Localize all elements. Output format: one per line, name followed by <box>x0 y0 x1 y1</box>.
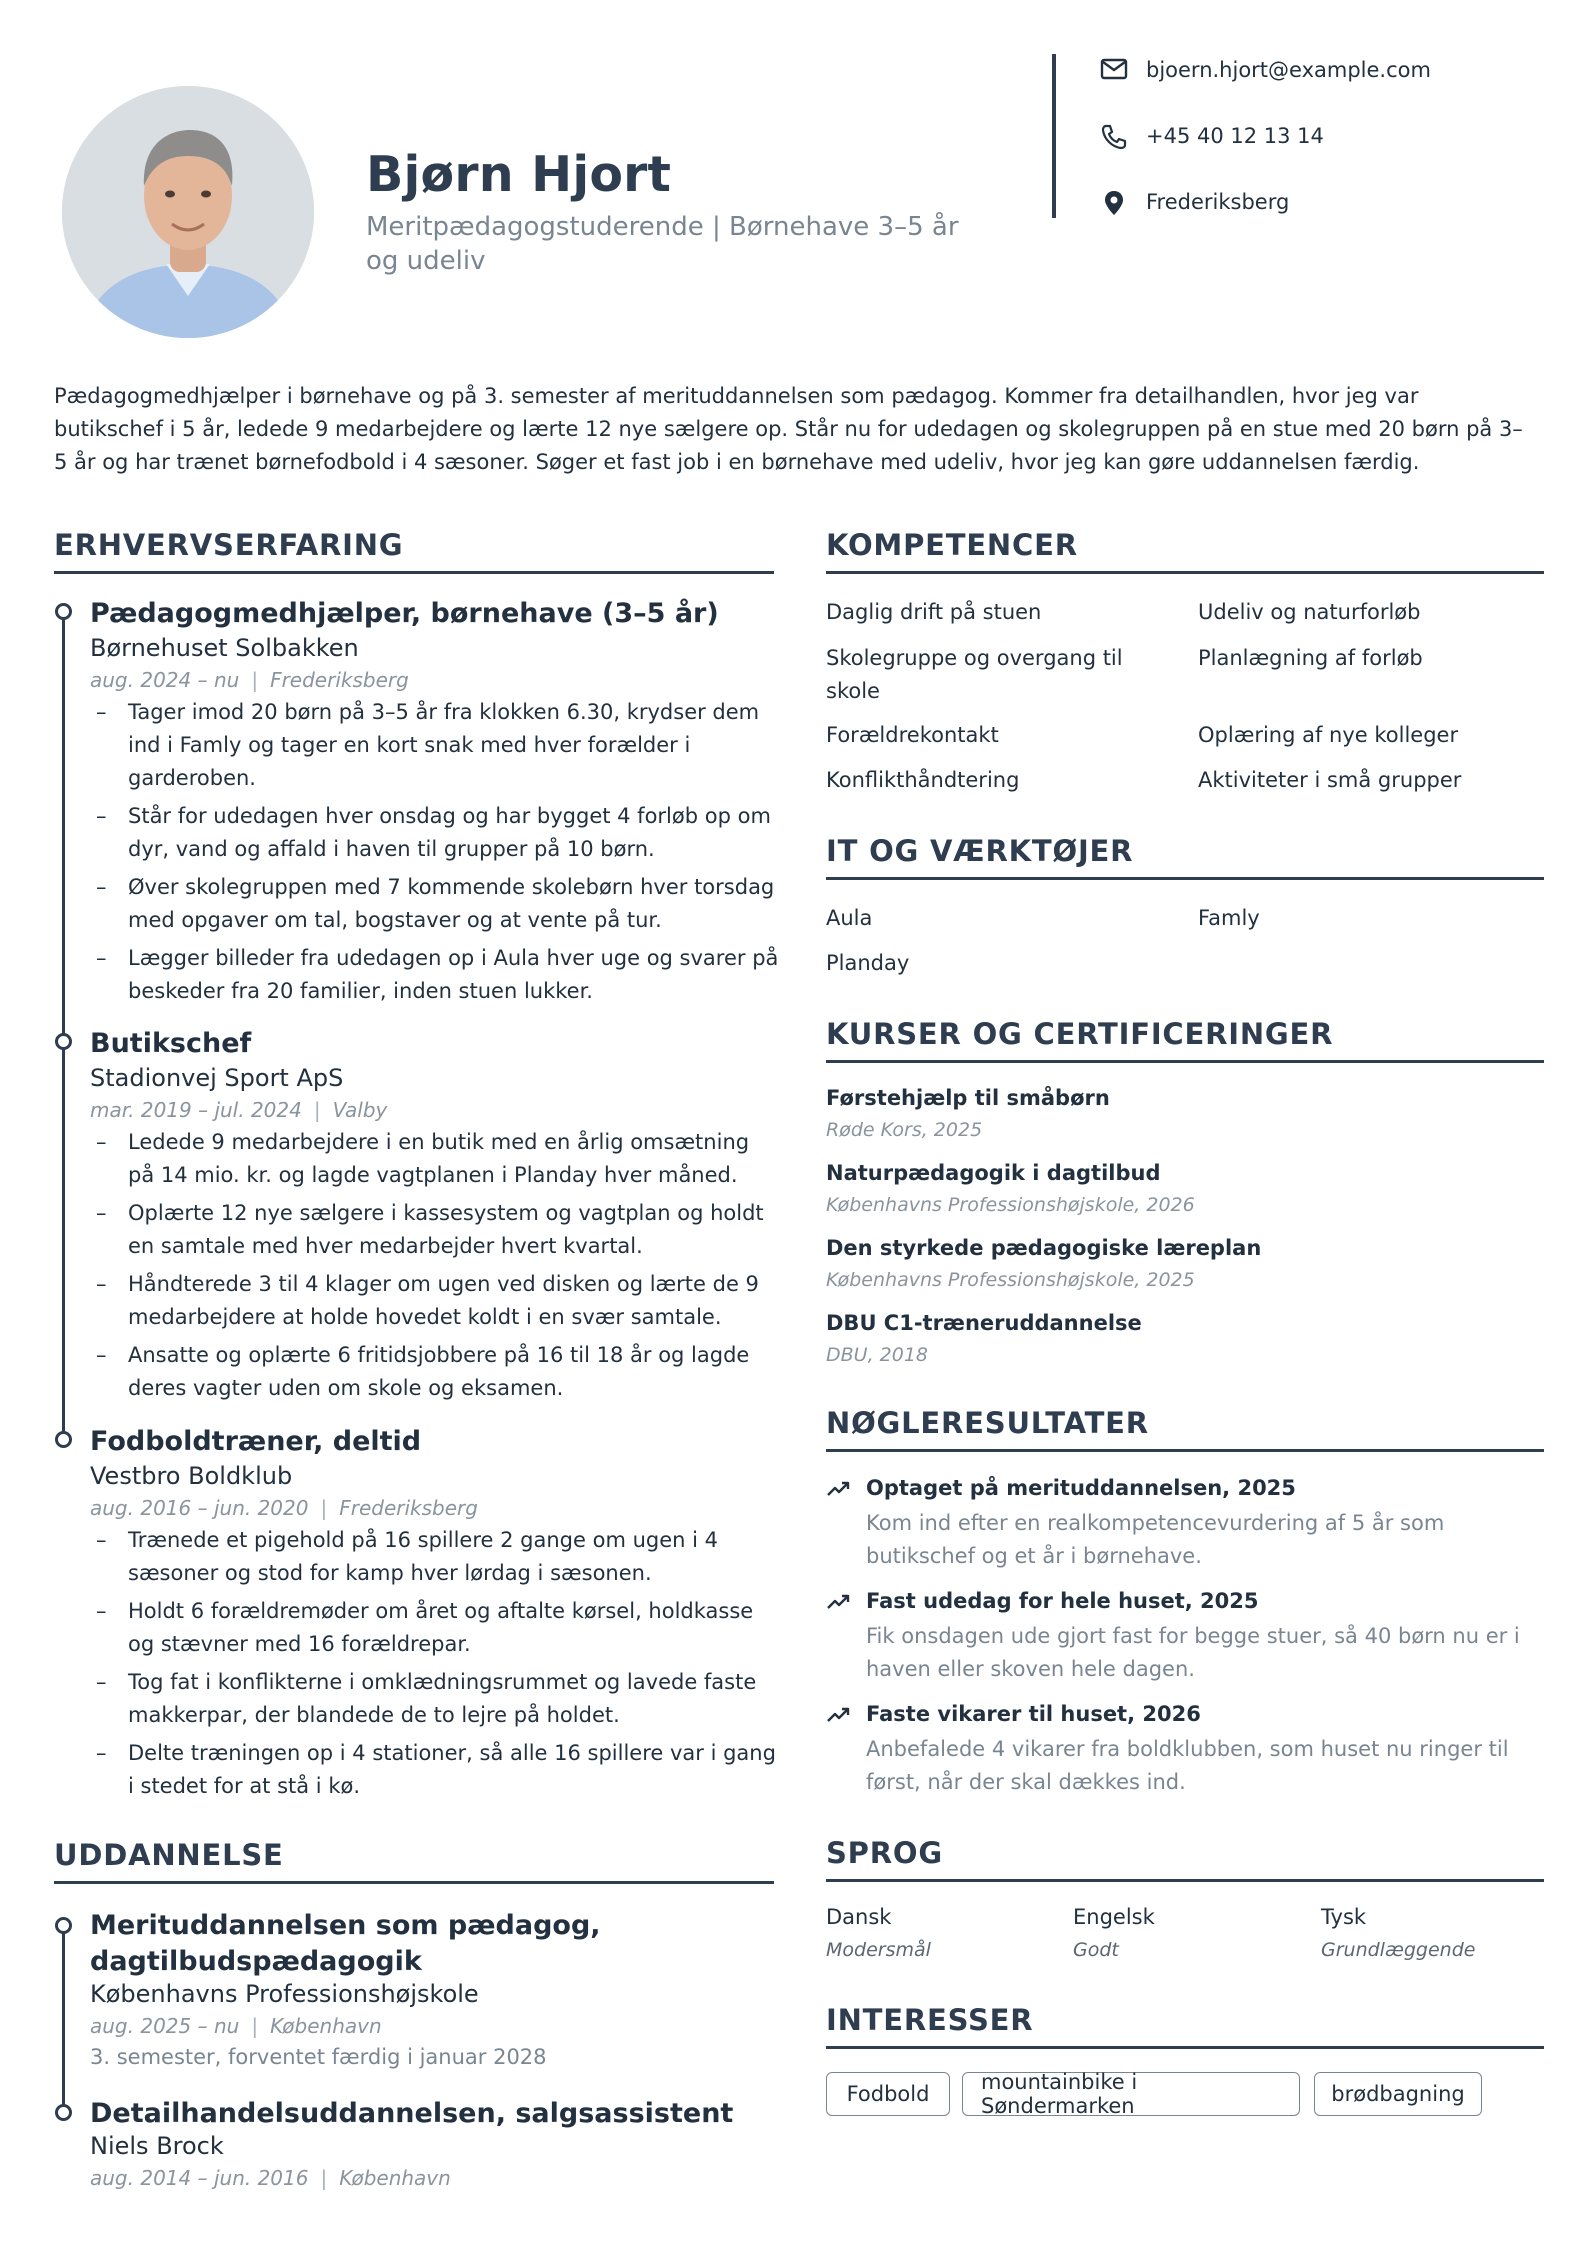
tool-item: Planday <box>826 951 910 975</box>
interest-tag: mountainbike i Søndermarken <box>962 2072 1300 2116</box>
list-item: – Tog fat i konflikterne i omklædningsrummet og lavede faste makkerpar, der blandede de to lejre på holdet. <box>90 1666 780 1732</box>
job-bullets <box>90 696 780 1013</box>
course-name: Den styrkede pædagogiske læreplan <box>826 1236 1262 1260</box>
education-meta: aug. 2014 – jun. 2016 | København <box>90 2166 451 2190</box>
course-name: Førstehjælp til småbørn <box>826 1086 1110 1110</box>
result-title: Optaget på merituddannelsen, 2025 <box>866 1476 1296 1500</box>
language-level: Grundlæggende <box>1321 1939 1476 1961</box>
section-title-experience: ERHVERVSERFARING <box>54 528 404 562</box>
competency-item: Skolegruppe og overgang til skole <box>826 646 1123 703</box>
section-title-languages: SPROG <box>826 1836 943 1870</box>
job-dates: aug. 2024 – nu <box>90 668 240 692</box>
competency-item: Planlægning af forløb <box>1198 646 1423 670</box>
trending-up-icon <box>826 1593 852 1611</box>
competency-item: Aktiviteter i små grupper <box>1198 768 1462 792</box>
job-employer: Vestbro Boldklub <box>90 1462 293 1490</box>
job-title: Fodboldtræner, deltid <box>90 1426 422 1457</box>
timeline-dot <box>55 603 72 620</box>
education-note: 3. semester, forventet færdig i januar 2028 <box>90 2045 547 2069</box>
contact-email[interactable] <box>1100 54 1431 86</box>
job-meta: aug. 2024 – nu | Frederiksberg <box>90 668 409 692</box>
candidate-headline: Meritpædagogstuderende | Børnehave 3–5 år og udeliv <box>366 212 959 276</box>
section-title-courses: KURSER OG CERTIFICERINGER <box>826 1017 1334 1051</box>
list-item: – Tager imod 20 børn på 3–5 år fra klokken 6.30, krydser dem ind i Famly og tager en kort snak med hver forælder i garderoben. <box>90 696 780 795</box>
language-level: Godt <box>1073 1939 1119 1961</box>
timeline-dot <box>55 1917 72 1934</box>
competency-item: Forældrekontakt <box>826 723 999 747</box>
candidate-name: Bjørn Hjort <box>366 146 672 203</box>
section-title-education: UDDANNELSE <box>54 1838 284 1872</box>
competency-item: Daglig drift på stuen <box>826 600 1042 624</box>
language-name: Dansk <box>826 1905 892 1929</box>
contact-phone[interactable] <box>1100 120 1324 152</box>
list-item: – Oplærte 12 nye sælgere i kassesystem og vagtplan og holdt en samtale med hver medarbejder hvert kvartal. <box>90 1197 780 1263</box>
job-dates: mar. 2019 – jul. 2024 <box>90 1098 302 1122</box>
job-bullets <box>90 1524 780 1808</box>
education-school: Niels Brock <box>90 2132 224 2160</box>
job-title: Pædagogmedhjælper, børnehave (3–5 år) <box>90 598 719 629</box>
course-org: Røde Kors, 2025 <box>826 1119 983 1141</box>
section-rule-courses <box>826 1060 1544 1063</box>
education-meta: aug. 2025 – nu | København <box>90 2014 382 2038</box>
result-title: Fast udedag for hele huset, 2025 <box>866 1589 1259 1613</box>
list-item: – Ansatte og oplærte 6 fritidsjobbere på 16 til 18 år og lagde deres vagter uden om skole og eksamen. <box>90 1339 780 1405</box>
course-name: DBU C1-træneruddannelse <box>826 1311 1142 1335</box>
course-org: Københavns Professionshøjskole, 2025 <box>826 1269 1195 1291</box>
list-item: – Holdt 6 forældremøder om året og aftalte kørsel, holdkasse og stævner med 16 forældrepar. <box>90 1595 780 1661</box>
result-description: Fik onsdagen ude gjort fast for begge stuer, så 40 børn nu er i haven eller skoven hele dagen. <box>866 1624 1520 1681</box>
list-item: – Ledede 9 medarbejdere i en butik med en årlig omsætning på 14 mio. kr. og lagde vagtplanen i Planday hver måned. <box>90 1126 780 1192</box>
job-place: Frederiksberg <box>270 668 409 692</box>
timeline-dot <box>55 2104 72 2121</box>
job-employer: Børnehuset Solbakken <box>90 634 359 662</box>
profile-photo-illustration <box>62 86 314 338</box>
timeline-dot <box>55 1033 72 1050</box>
education-school: Københavns Professionshøjskole <box>90 1980 479 2008</box>
language-name: Engelsk <box>1073 1905 1155 1929</box>
section-rule-experience <box>54 571 774 574</box>
section-rule-competencies <box>826 571 1544 574</box>
education-title <box>90 1908 601 1980</box>
job-employer: Stadionvej Sport ApS <box>90 1064 344 1092</box>
job-bullets <box>90 1126 780 1410</box>
education-place: København <box>339 2166 451 2190</box>
section-rule-education <box>54 1881 774 1884</box>
course-org: DBU, 2018 <box>826 1344 929 1366</box>
profile-summary: Pædagogmedhjælper i børnehave og på 3. semester af merituddannelsen som pædagog. Kommer fra detailhandlen, hvor jeg var butikschef i 5 år, ledede 9 medarbejdere og lærte 12 nye sælgere op. Står nu for udedagen og skolegruppen på en stue med 20 børn på 3–5 år og har trænet børnefodbold i 4 sæsoner. Søger et fast job i en børnehave med udeliv, hvor jeg kan gøre uddannelsen færdig. <box>54 384 1523 474</box>
list-item: – Øver skolegruppen med 7 kommende skolebørn hver torsdag med opgaver om tal, bogstaver og at vente på tur. <box>90 871 780 937</box>
section-title-interests: INTERESSER <box>826 2003 1034 2037</box>
timeline-dot <box>55 1431 72 1448</box>
interest-tag: Fodbold <box>826 2072 950 2116</box>
competency-item: Oplæring af nye kolleger <box>1198 723 1459 747</box>
education-title: Detailhandelsuddannelsen, salgsassistent <box>90 2098 734 2129</box>
section-rule-languages <box>826 1879 1544 1882</box>
contact-location-text: Frederiksberg <box>1146 190 1290 214</box>
result-description: Anbefalede 4 vikarer fra boldklubben, som huset nu ringer til først, når der skal dækkes ind. <box>866 1737 1509 1794</box>
list-item: – Håndterede 3 til 4 klager om ugen ved disken og lærte de 9 medarbejdere at holde hovedet koldt i en svær samtale. <box>90 1268 780 1334</box>
list-item: – Delte træningen op i 4 stationer, så alle 16 spillere var i gang i stedet for at stå i kø. <box>90 1737 780 1803</box>
language-name: Tysk <box>1321 1905 1367 1929</box>
education-dates: aug. 2014 – jun. 2016 <box>90 2166 309 2190</box>
contact-phone-text: +45 40 12 13 14 <box>1146 124 1324 148</box>
trending-up-icon <box>826 1480 852 1498</box>
mail-icon <box>1100 57 1128 81</box>
education-title-line: dagtilbudspædagogik <box>90 1946 422 1977</box>
job-place: Frederiksberg <box>339 1496 478 1520</box>
contact-email-text: bjoern.hjort@example.com <box>1146 58 1431 82</box>
profile-photo <box>62 86 314 338</box>
job-title: Butikschef <box>90 1028 252 1059</box>
section-rule-tools <box>826 877 1544 880</box>
section-title-competencies: KOMPETENCER <box>826 528 1078 562</box>
list-item: – Trænede et pigehold på 16 spillere 2 gange om ugen i 4 sæsoner og stod for kamp hver lørdag i sæsonen. <box>90 1524 780 1590</box>
list-item: – Lægger billeder fra udedagen op i Aula hver uge og svarer på beskeder fra 20 familier, inden stuen lukker. <box>90 942 780 1008</box>
competency-item: Udeliv og naturforløb <box>1198 600 1421 624</box>
education-dates: aug. 2025 – nu <box>90 2014 240 2038</box>
pin-icon <box>1100 189 1128 217</box>
language-level: Modersmål <box>826 1939 931 1961</box>
education-place: København <box>270 2014 382 2038</box>
section-title-tools: IT OG VÆRKTØJER <box>826 834 1134 868</box>
tool-item: Famly <box>1198 906 1260 930</box>
section-rule-results <box>826 1449 1544 1452</box>
competency-item: Konflikthåndtering <box>826 768 1020 792</box>
list-item: – Står for udedagen hver onsdag og har bygget 4 forløb op om dyr, vand og affald i haven til grupper på 10 børn. <box>90 800 780 866</box>
education-timeline-line <box>62 1926 65 2116</box>
trending-up-icon <box>826 1706 852 1724</box>
experience-timeline-line <box>62 612 65 1440</box>
contact-divider <box>1052 54 1056 218</box>
contact-location <box>1100 186 1289 218</box>
section-title-results: NØGLERESULTATER <box>826 1406 1149 1440</box>
job-meta: aug. 2016 – jun. 2020 | Frederiksberg <box>90 1496 478 1520</box>
tool-item: Aula <box>826 906 873 930</box>
education-title-line: Merituddannelsen som pædagog, <box>90 1910 601 1941</box>
phone-icon <box>1100 123 1128 151</box>
course-name: Naturpædagogik i dagtilbud <box>826 1161 1161 1185</box>
interest-tag: brødbagning <box>1314 2072 1482 2116</box>
job-meta: mar. 2019 – jul. 2024 | Valby <box>90 1098 388 1122</box>
course-org: Københavns Professionshøjskole, 2026 <box>826 1194 1195 1216</box>
job-place: Valby <box>332 1098 388 1122</box>
result-title: Faste vikarer til huset, 2026 <box>866 1702 1201 1726</box>
section-rule-interests <box>826 2046 1544 2049</box>
result-description: Kom ind efter en realkompetencevurdering af 5 år som butikschef og et år i børnehave. <box>866 1511 1445 1568</box>
job-dates: aug. 2016 – jun. 2020 <box>90 1496 309 1520</box>
